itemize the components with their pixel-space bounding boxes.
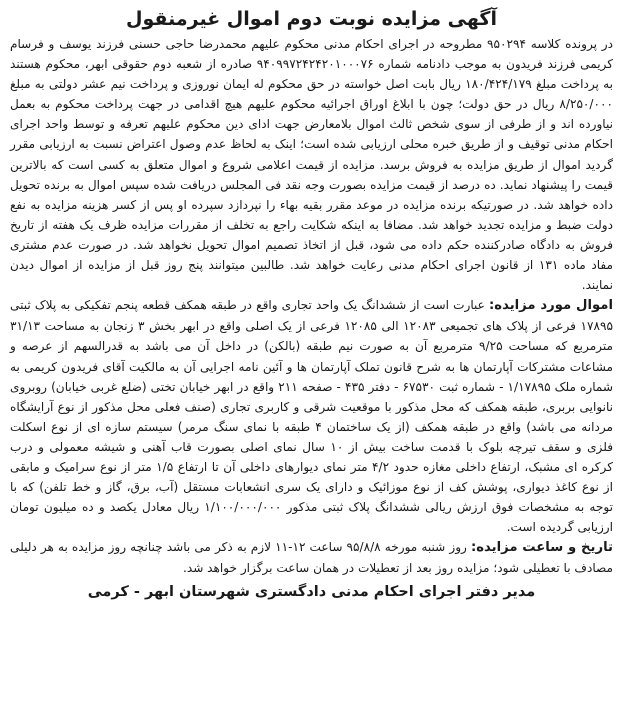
date-heading: تاریخ و ساعت مزایده: — [470, 540, 613, 556]
property-heading: اموال مورد مزایده: — [489, 298, 613, 314]
signature-line: مدیر دفتر اجرای احکام مدنی دادگستری شهرستان ابهر - کرمی — [87, 583, 536, 600]
property-text: عبارت است از ششدانگ یک واحد تجاری واقع در طبقه همکف قطعه پنجم تفکیکی به پلاک ثبتی ۱۷۸۹۵ فرعی از پلاک های تجمیعی ۱۲۰۸۳ الی ۱۲۰۸۵ فرعی از یک اصلی واقع در ابهر بخش ۳ زنجان به مساحت ۳۱/۱۳ مترمربع که مساحت ۹/۲۵ مترمربع آن به صورت نیم طبقه (بالکن) در داخل آن می باشد به قدرالسهم از عرصه و مشاعات مشترکات آپارتمان ها به شرح قانون تملک آپارتمان ها و آئین نامه اجرایی آن به مالکیت آقای فریدون کریمی به شماره ملک ۱/۱۷۸۹۵ - شماره ثبت ۶۷۵۳۰ - دفتر ۴۳۵ - صفحه ۲۱۱ واقع در ابهر خیابان تختی (ضلع غربی خیابان) روبروی نانوایی بربری، طبقه همکف که محل مذکور با موقعیت شرقی و کاربری تجاری (صنف فعلی محل مذکور از نوع آرایشگاه مردانه می باشد) واقع در طبقه همکف (از یک ساختمان ۴ طبقه با نمای سنگ مرمر) سیستم سازه ای از نوع اسکلت فلزی و سقف تیرچه بلوک با قدمت ساخت بیش از ۱۰ سال نمای اصلی بصورت قاب آهنی و شیشه معمولی و درب کرکره ای مشبک، ارتفاع داخلی مغازه حدود ۴/۲ متر نمای دیوارهای داخلی آن تا ارتفاع ۱/۵ متر از نوع سرامیک و مابقی از نوع کاغذ دیواری، پوشش کف از نوع موزائیک و دارای یک سری انشعابات مستقل (آب، برق، گاز و خط تلفن) که با توجه به مشخصات فوق ارزش ریالی ششدانگ پلاک ثبتی مذکور ۱/۱۰۰/۰۰۰/۰۰۰ ریال معادل یکصد و ده میلیون تومان ارزیابی گردیده است. — [10, 298, 614, 535]
date-text: روز شنبه مورخه ۹۵/۸/۸ ساعت ۱۲-۱۱ لازم به ذکر می باشد چنانچه روز مزایده به هر دلیلی مصادف با تعطیلی شود؛ مزایده روز بعد از تعطیلات در همان ساعت برگزار خواهد شد. — [10, 540, 613, 576]
intro-paragraph: در پرونده کلاسه ۹۵۰۲۹۴ مطروحه در اجرای احکام مدنی محکوم علیهم محمدرضا حاجی حسنی فرزند یوسف و فرسام کریمی فرزند فریدون به موجب دادنامه شماره ۹۴۰۹۹۷۲۴۲۴۲۰۱۰۰۰۷۶ صادره از شعبه دوم حقوقی ابهر، محکوم هستند به پرداخت مبلغ ۱۸۰/۴۲۴/۱۷۹ ریال بابت اصل خواسته در حق محکوم له ایمان نوروزی و پرداخت نیم عشر دولتی به مبلغ ۸/۲۵۰/۰۰۰ ریال در حق دولت؛ چون با ابلاغ اوراق اجرائیه محکوم علیهم هیچ اقدامی در جهت پرداخت محکوم به بعمل نیاورده اند و از طرفی از سوی شخص ثالث اموال بلامعارض جهت ادای دین محکوم علیهم تعرفه و توسط واحد اجرای احکام مدنی توقیف و از طریق خبره محلی ارزیابی شده است؛ اینک به لحاظ عدم وصول اعتراض نسبت به ارزیابی مقرر گردید اموال از طریق مزایده به فروش برسد. مزایده از قیمت اعلامی شروع و اموال متعلق به کسی است که بالاترین قیمت را پیشنهاد نماید. ده درصد از قیمت مزایده بصورت وجه نقد فی المجلس دریافت شده سپس اموال به برنده تحویل داده خواهد شد. در صورتیکه برنده مزایده در موعد مقرر بقیه بهاء را نپردازد سپرده او پس از کسر هزینه مزایده به نفع دولت ضبط و مزایده تجدید خواهد شد. مضافا به اینکه شکایت راجع به تخلف از مقررات مزایده ظرف یک هفته از تاریخ فروش به دادگاه صادرکننده حکم داده می شود، قبل از اتخاذ تصمیم اموال تحویل نخواهد شد. در صورت عدم مشتری مفاد ماده ۱۳۱ از قانون اجرای احکام مدنی رعایت خواهد شد. طالبین میتوانند پنج روز قبل از مزایده از اموال دیدن نمایند. — [10, 37, 613, 293]
date-section — [10, 537, 613, 578]
property-section — [10, 295, 613, 537]
notice-title: آگهی مزایده نوبت دوم اموال غیرمنقول — [126, 8, 497, 30]
